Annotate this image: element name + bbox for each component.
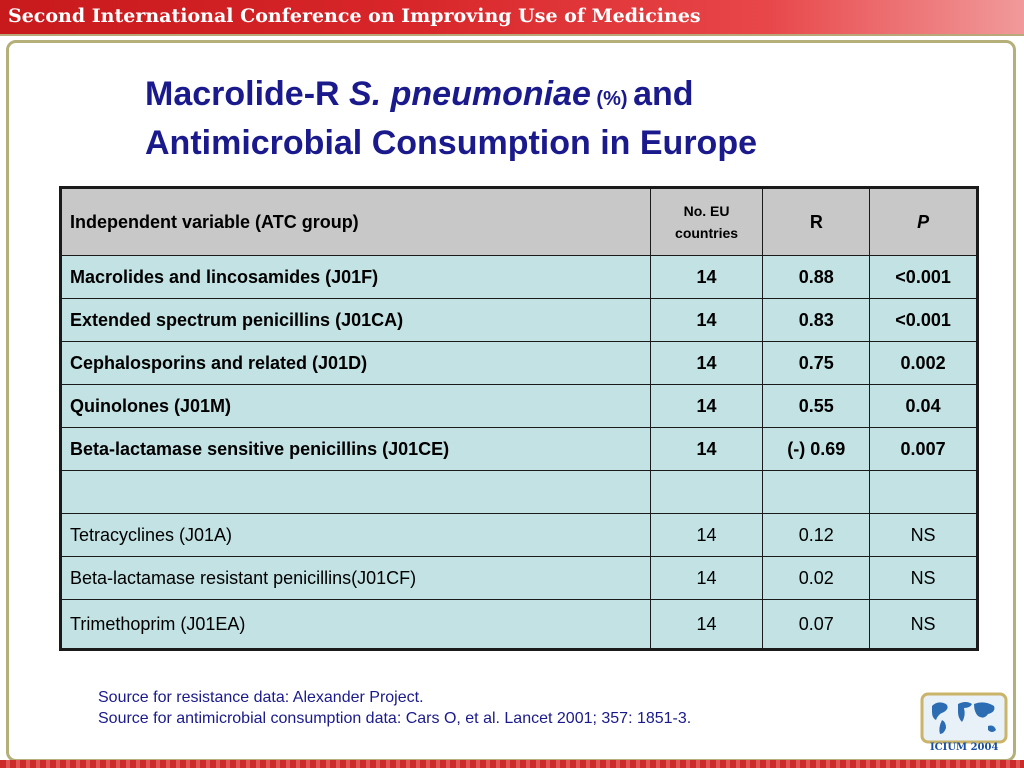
table-row [61,557,978,600]
cell-variable: Trimethoprim (J01EA) [61,600,651,650]
table-row-empty [61,471,978,514]
header-r: R [763,188,870,256]
cell-r: 0.83 [763,299,870,342]
cell-countries [650,471,763,514]
title-percent: (%) [590,88,634,110]
banner-title: Second International Conference on Improving Use of Medicines [8,5,701,27]
cell-variable: Tetracyclines (J01A) [61,514,651,557]
cell-r: 0.02 [763,557,870,600]
cell-variable: Cephalosporins and related (J01D) [61,342,651,385]
cell-countries: 14 [650,514,763,557]
table-row [61,342,978,385]
cell-variable: Macrolides and lincosamides (J01F) [61,256,651,299]
cell-p: <0.001 [870,299,978,342]
header-variable: Independent variable (ATC group) [61,188,651,256]
table-row [61,428,978,471]
table-row [61,299,978,342]
cell-p: NS [870,557,978,600]
table-header-row [61,188,978,256]
cell-countries: 14 [650,299,763,342]
cell-p: NS [870,600,978,650]
title-part2: and [633,75,694,113]
cell-r: 0.75 [763,342,870,385]
cell-r [763,471,870,514]
cell-r: 0.55 [763,385,870,428]
cell-p: 0.007 [870,428,978,471]
table-row [61,385,978,428]
source-consumption: Source for antimicrobial consumption data: Cars O, et al. Lancet 2001; 357: 1851-3. [98,710,692,727]
slide-title [145,72,905,165]
cell-r: 0.88 [763,256,870,299]
cell-r: 0.12 [763,514,870,557]
header-p: P [870,188,978,256]
title-italic: S. pneumoniae [349,75,591,113]
title-line2: Antimicrobial Consumption in Europe [145,124,757,162]
logo-text: ICIUM 2004 [930,742,999,753]
title-part1: Macrolide-R [145,75,350,113]
cell-countries: 14 [650,342,763,385]
cell-variable: Beta-lactamase resistant penicillins(J01CF) [61,557,651,600]
cell-variable: Beta-lactamase sensitive penicillins (J01CE) [61,428,651,471]
cell-variable [61,471,651,514]
cell-p [870,471,978,514]
cell-countries: 14 [650,256,763,299]
header-countries-line1: No. EU [683,203,730,219]
cell-countries: 14 [650,600,763,650]
cell-variable: Extended spectrum penicillins (J01CA) [61,299,651,342]
table-row [61,514,978,557]
header-countries [650,188,763,256]
cell-variable: Quinolones (J01M) [61,385,651,428]
correlation-table [59,186,979,651]
bottom-decorative-bar [0,760,1024,768]
cell-p: NS [870,514,978,557]
cell-r: 0.07 [763,600,870,650]
table-row [61,600,978,650]
cell-r: (-) 0.69 [763,428,870,471]
header-countries-line2: countries [675,225,739,241]
cell-p: 0.002 [870,342,978,385]
source-resistance: Source for resistance data: Alexander Project. [98,689,424,706]
data-table-container [59,186,979,651]
conference-banner [0,0,1024,36]
cell-countries: 14 [650,385,763,428]
table-row [61,256,978,299]
cell-p: <0.001 [870,256,978,299]
cell-p: 0.04 [870,385,978,428]
sources-note [98,687,691,729]
cell-countries: 14 [650,428,763,471]
cell-countries: 14 [650,557,763,600]
